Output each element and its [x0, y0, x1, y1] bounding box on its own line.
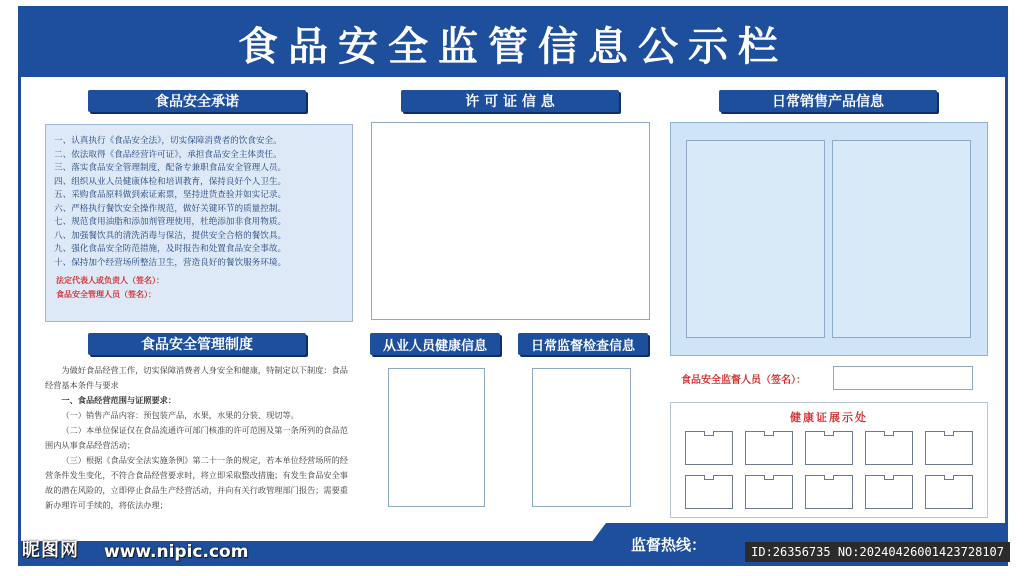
promise-item: 十、保持加个经营场所整洁卫生，营造良好的餐饮服务环境。 — [54, 257, 287, 268]
rules-item: （一）销售产品内容：预包装产品，水果，水果的分装、现切等。 — [61, 410, 299, 420]
health-cert-label: 健康证展示处 — [790, 411, 868, 424]
promise-item: 八、加强餐饮具的清洗消毒与保洁，提供安全合格的餐饮具。 — [54, 230, 287, 241]
cert-slot — [925, 475, 973, 509]
stock-id-badge: ID:26356735 NO:20240426001423728107 — [745, 542, 1010, 562]
promise-list — [46, 125, 352, 270]
cert-slot — [865, 431, 913, 465]
cert-slot — [925, 431, 973, 465]
cert-slot — [685, 475, 733, 509]
rules-item: （三）根据《食品安全法实施条例》第二十一条的规定，若本单位经营场所的经营条件发生变化，不符合食品经营要求时，将立即采取整改措施；有发生食品安全事故的潜在风险的，立即停止食品生产经营活动，并向有关行政管理部门报告；需要重新办理许可手续的，将依法办理； — [45, 455, 348, 510]
cert-slot — [685, 431, 733, 465]
rules-intro: 为做好食品经营工作，切实保障消费者人身安全和健康，特制定以下制度：食品经营基本条件与要求 — [45, 365, 348, 390]
promise-item: 二、依法取得《食品经营许可证》，承担食品安全主体责任。 — [54, 149, 282, 160]
watermark-url: www.nipic.com — [104, 542, 249, 562]
header-bar — [21, 9, 1005, 77]
legal-rep-signature: 法定代表人或负责人（签名）： — [56, 276, 164, 285]
promise-item: 一、认真执行《食品安全法》，切实保障消费者的饮食安全。 — [54, 136, 282, 146]
inspection-frame — [532, 368, 631, 507]
cert-slot — [805, 431, 853, 465]
promise-label: 食品安全承诺 — [88, 90, 306, 112]
promise-item: 四、组织从业人员健康体检和培训教育，保持良好个人卫生。 — [54, 176, 287, 187]
supervisor-signature-label: 食品安全监督人员（签名）： — [681, 375, 806, 386]
daily-sales-label: 日常销售产品信息 — [719, 90, 937, 112]
promise-item: 七、规范食用油脂和添加剂管理使用，杜绝添加非食用物质。 — [54, 217, 287, 227]
health-info-frame — [388, 368, 485, 507]
board-title: 食品安全监管信息公示栏 — [238, 23, 788, 70]
rules-heading: 一、食品经营范围与证照要求： — [61, 395, 177, 405]
promise-item: 九、强化食品安全防范措施，及时报告和处置食品安全事故。 — [54, 244, 287, 254]
product-frame-left — [686, 140, 825, 338]
license-label: 许 可 证 信 息 — [401, 90, 619, 112]
inspection-label: 日常监督检查信息 — [518, 333, 648, 355]
cert-slot — [745, 475, 793, 509]
promise-panel — [45, 124, 353, 322]
license-frame — [371, 122, 650, 320]
management-label: 食品安全管理制度 — [88, 333, 306, 355]
rules-item: （二）本单位保证仅在食品流通许可部门核准的许可范围及第一条所列的食品范围内从事食品经营活动； — [45, 425, 348, 450]
manager-signature: 食品安全管理人员（签名）： — [56, 290, 156, 299]
hotline-label: 监督热线： — [631, 536, 707, 554]
health-cert-panel — [670, 402, 988, 518]
supervisor-signature-box — [833, 366, 973, 390]
promise-item: 五、采购食品原料做到索证索票，坚持进货查验并如实记录。 — [54, 190, 287, 200]
daily-sales-panel — [670, 122, 988, 356]
cert-slot — [805, 475, 853, 509]
promise-item: 六、严格执行餐饮安全操作规范，做好关键环节的质量控制。 — [54, 203, 287, 214]
management-rules — [45, 363, 355, 523]
watermark-logo: 昵图网 — [22, 540, 79, 561]
cert-slot — [745, 431, 793, 465]
cert-slot — [865, 475, 913, 509]
health-info-label: 从业人员健康信息 — [370, 333, 500, 355]
notice-board — [18, 6, 1008, 566]
product-frame-right — [832, 140, 971, 338]
promise-item: 三、落实食品安全管理制度，配备专兼职食品安全管理人员。 — [54, 163, 287, 173]
